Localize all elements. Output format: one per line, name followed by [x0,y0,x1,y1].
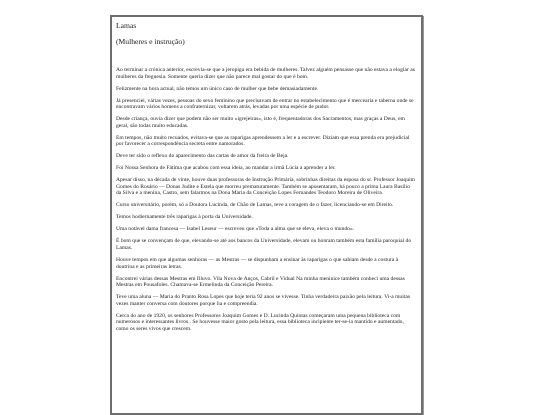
document-subtitle: (Mulheres e instrução) [116,37,185,46]
paragraph: Ao terminar a crónica anterior, escrevia-se que a jeropiga era bebida de mulheres. Talvez alguém pensasse que não estava a elogiar as mulheres da freguesia. Somente queria dizer que não parece mal gostar do que é bom. [116,67,415,80]
paragraph: Foi Nossa Senhora de Fátima que acabou com essa ideia, ao mandar a irmã Lúcia a aprender a ler. [116,165,336,172]
paragraph: Desde criança, ouvia dizer que podem não ser muito «igrejeiras», isto é, frequentadoras dos Sacramentos, mas graças a Deus, em geral, são todas muito educadas. [116,116,405,129]
paragraph: Felizmente na hora actual, não temos um único caso de mulher que bebe demasiadamente. [116,85,319,92]
paragraph: Deve ter sido o reflexo do aparecimento das cartas de amor da freira de Beja. [116,153,289,160]
document-frame [110,15,423,415]
paragraph: Em tempos, não muito recuados, evitava-se que as raparigas aprendessem a ler e a escrever. Diziam que essa prenda era prejudicial por favorecer a correspondência secreta entre namorados. [116,134,410,148]
paragraph: É bom que se convençam de que, elevando-se até aos bancos da Universidade, elevam ou honram também esta família paroquial do Lamas. [116,238,412,251]
paragraph: Uma notável dama francesa — Isabel Leseur — escreveu que «Toda a alma que se eleva, eleva o mundo». [116,226,355,233]
paragraph: Curso universitário, porém, só a Doutora Lucinda, de Chão de Lamas, teve a coragem de o fazer, licenciando-se em Direito. [116,202,394,209]
paragraph: Cerca do ano de 1920, os senhores Professores Joaquim Gomes e D. Lucinda Quintas começaram uma pequena biblioteca com numerosos e interessantes livros.. Se houvesse maior gosto pela leitura, essa biblioteca incipiente ter-se-ia mantido e aumentado, como os seres vivos que crescem. [116,312,404,332]
paragraph: Temos hodiernamente três raparigas à porta da Universidade. [116,214,253,221]
document-title: Lamas [116,21,137,30]
paragraph: Teve uma aluna — Maria do Pranto Rosa Lopes que hoje teria 92 anos se vivesse. Tinha verdadeira paixão pela leitura. Vi-a muitas vezes manter conversa com doutores porque lia e compreendia. [116,294,411,307]
paragraph: Apesar disso, na década de vinte, houve duas professoras de Instrução Primária, sobrinhas direitas da esposa do sr. Professor Joaquim Gomes do Rosário — Donas Judite e Estela que morreu prematuramente. Também se aposentaram, há pouco a prima Laura Basílio da Silva e a menina, Castro, sem falarmos na Dona Maria da Conceição Lopes Fernandes Teodoro Moreira de Oliveira. [116,177,416,197]
paragraph: Houve tempos em que algumas senhoras — as Mestras — se dispunham a ensinar às raparigas o que sabiam desde a costura à doutrina e as primeiras letras. [116,256,399,270]
paragraph: Já presenciei, várias vezes, pessoas do sexo feminino que precisavam de entrar no estabelecimento que é mercearia e taberna onde se encontravam vários homens a confraternizar, voltarem atrás, levadas por uma espécie de pudor. [116,97,414,111]
document-page [112,17,421,332]
document-body [116,67,416,332]
paragraph: Encontrei várias dessas Mestras em Illuvo. Vila Nova de Anços, Cabril e Vidual Na minha meninice também conheci uma dessas Mestras em Pousafoles. Chamava-se Ermelinda da Conceição Pereira. [116,275,405,289]
